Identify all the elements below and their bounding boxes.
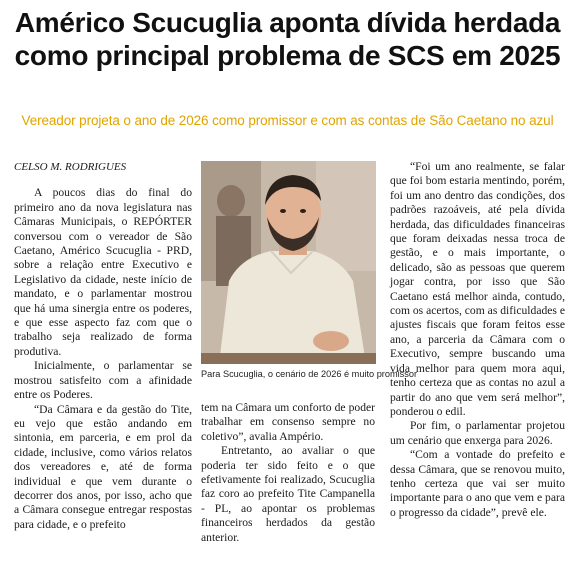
paragraph: Por fim, o parlamentar projetou um cenário que enxerga para 2026. — [390, 419, 565, 447]
paragraph: Entretanto, ao avaliar o que poderia ter sido feito e o que efetivamente foi realizado, Scucuglia faz coro ao prefeito Tite Campanella - PL, ao apontar os problemas financeiros herdados da gestão anterior. — [201, 444, 375, 544]
paragraph: tem na Câmara um conforto de poder trabalhar em consenso sempre no coletivo”, avalia Ampério. — [201, 401, 375, 443]
article-column-1 — [14, 160, 192, 532]
subheadline: Vereador projeta o ano de 2026 como promissor e com as contas de São Caetano no azul — [21, 113, 554, 128]
headline-line-2: como principal problema de SCS em 2025 — [14, 40, 561, 71]
headline — [0, 6, 575, 72]
paragraph: Inicialmente, o parlamentar se mostrou satisfeito com a afinidade entre os Poderes. — [14, 359, 192, 402]
paragraph: A poucos dias do final do primeiro ano da nova legislatura nas Câmaras Municipais, o REPÓRTER conversou com o vereador de São Caetano, Américo Scucuglia - PRD, sobre a relação entre Executivo e Legislativo da cidade, neste início de mandato, e o parlamentar mostrou que há uma sinergia entre os poderes, e que esse aspecto faz com que o trabalho seja realizado de forma produtiva. — [14, 186, 192, 358]
man-portrait-image — [201, 161, 376, 364]
paragraph: “Com a vontade do prefeito e dessa Câmara, que se renovou muito, tenho certeza que vai ser muito importante para o ano que vem e para o progresso da cidade”, prevê ele. — [390, 448, 565, 519]
byline: CELSO M. RODRIGUES — [14, 161, 127, 173]
article-column-3 — [390, 160, 565, 520]
paragraph: “Da Câmara e da gestão do Tite, eu vejo que estão andando em sintonia, em parceria, e em prol da cidade, inclusive, como vários relatos dos vereadores e, até de forma individual e que vem durante o decorrer dos anos, por isso, acho que a Câmara consegue entregar respostas para cidade, e o prefeito — [14, 402, 192, 531]
photo-caption: Para Scucuglia, o cenário de 2026 é muito promissor — [201, 369, 418, 379]
paragraph: “Foi um ano realmente, se falar que foi bom estaria mentindo, porém, foi um ano dentro das condições, dos padrões razoáveis, até pela dívida herdada, das dificuldades financeiras que foram deixadas nessa troca de gestão, e o mais importante, o delicado, são as pessoas que querem jogar contra, por isso que São Caetano está melhor ainda, contudo, com os acertos, com as dificuldades e ajustes fiscais que foram feitos esse ano, a parceria da Câmara com o Executivo, sempre buscando uma vida melhor para quem mora aqui, tenho certeza que as contas no azul a partir do ano que vem será melhor”, ponderou o edil. — [390, 160, 565, 418]
article-column-2 — [201, 401, 375, 545]
article-photo — [201, 161, 376, 364]
headline-line-1: Américo Scucuglia aponta dívida herdada — [14, 7, 561, 38]
